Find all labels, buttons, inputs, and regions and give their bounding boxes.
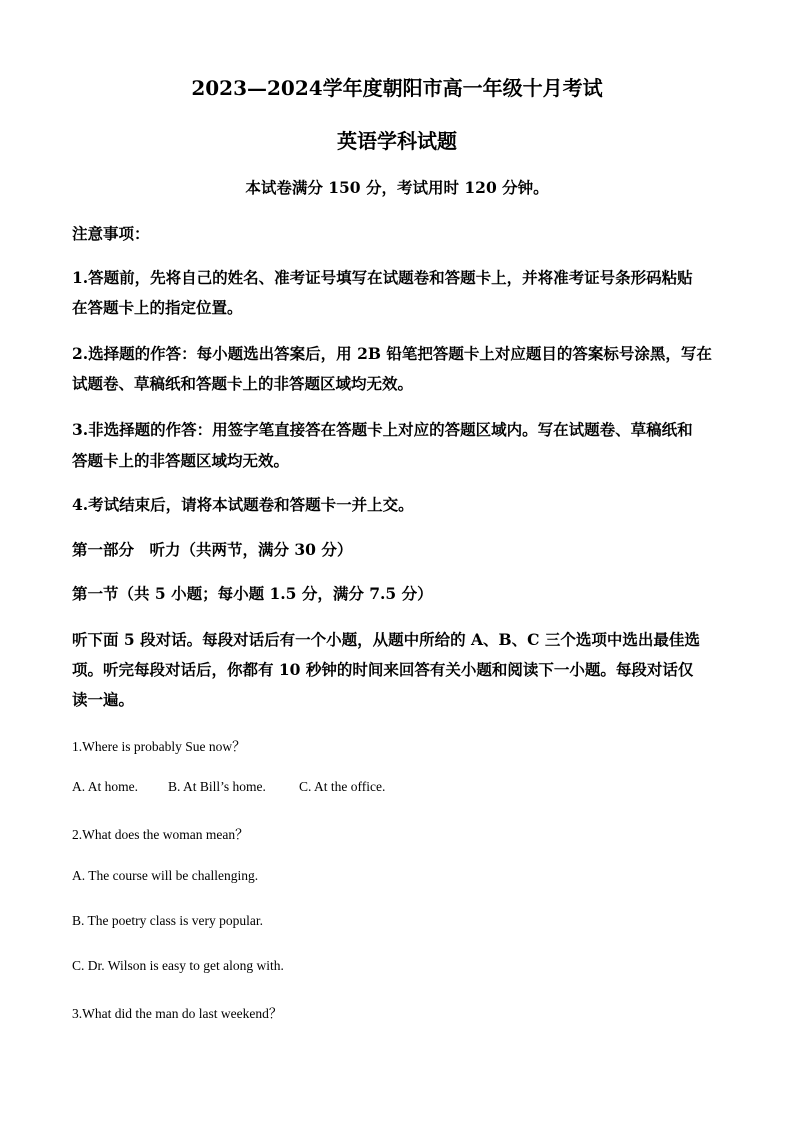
note-3-line-1: 3.非选择题的作答：用签字笔直接答在答题卡上对应的答题区域内。写在试题卷、草稿纸和 [72, 420, 693, 439]
exam-title: 2023—2024学年度朝阳市高一年级十月考试 [191, 76, 603, 100]
question-1: 1.Where is probably Sue now？ [72, 739, 246, 754]
note-2-line-2: 试题卷、草稿纸和答题卡上的非答题区域均无效。 [72, 374, 414, 393]
question-2-option-c: C. Dr. Wilson is easy to get along with. [72, 958, 284, 973]
instructions-line-3: 读一遍。 [72, 690, 135, 709]
note-2-line-1: 2.选择题的作答：每小题选出答案后，用 2B 铅笔把答题卡上对应题目的答案标号涂黑，写在 [72, 344, 712, 363]
part1-heading: 第一部分 听力（共两节，满分 30 分） [72, 540, 353, 559]
instructions-line-2: 项。听完每段对话后，你都有 10 秒钟的时间来回答有关小题和阅读下一小题。每段对话仅 [72, 660, 694, 679]
notes-heading: 注意事项： [72, 224, 150, 243]
question-1-option-a: A. At home. [72, 779, 138, 794]
question-3: 3.What did the man do last weekend？ [72, 1006, 283, 1021]
note-3-line-2: 答题卡上的非答题区域均无效。 [72, 451, 290, 470]
note-4: 4.考试结束后，请将本试题卷和答题卡一并上交。 [72, 495, 414, 514]
note-1-line-2: 在答题卡上的指定位置。 [72, 298, 243, 317]
exam-subtitle: 英语学科试题 [337, 129, 457, 153]
question-1-option-c: C. At the office. [299, 779, 386, 794]
instructions-line-1: 听下面 5 段对话。每段对话后有一个小题，从题中所给的 A、B、C 三个选项中选出最佳选 [72, 630, 700, 649]
question-2-option-b: B. The poetry class is very popular. [72, 913, 263, 928]
note-1-line-1: 1.答题前，先将自己的姓名、准考证号填写在试题卷和答题卡上，并将准考证号条形码粘贴 [72, 268, 693, 287]
question-1-option-b: B. At Bill’s home. [168, 779, 266, 794]
question-2-option-a: A. The course will be challenging. [72, 868, 259, 883]
section1-heading: 第一节（共 5 小题；每小题 1.5 分，满分 7.5 分） [72, 584, 433, 603]
exam-info: 本试卷满分 150 分，考试用时 120 分钟。 [245, 178, 549, 197]
question-2: 2.What does the woman mean？ [72, 827, 249, 842]
